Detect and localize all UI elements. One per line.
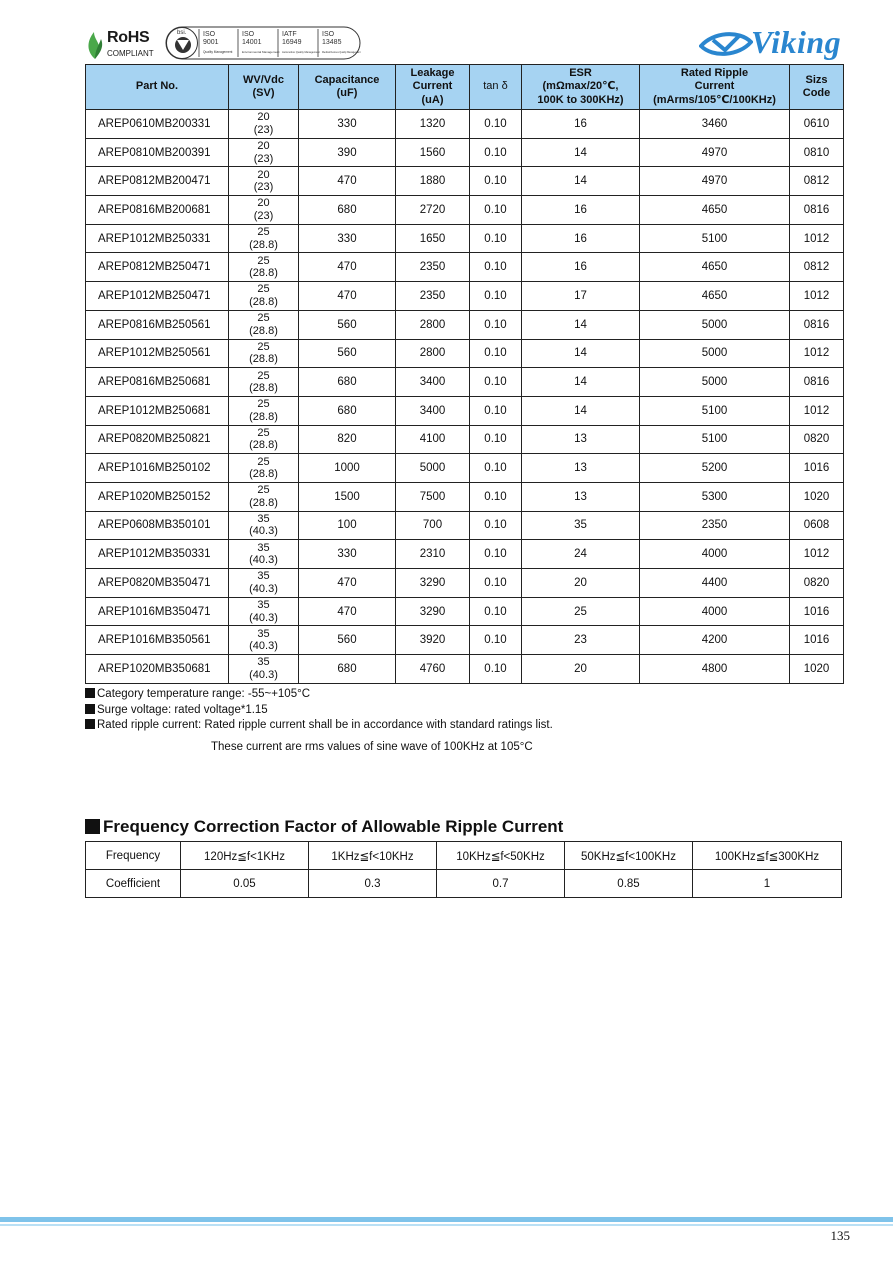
part-number-cell: AREP0812MB200471 [86, 167, 229, 196]
leakage-cell: 7500 [396, 482, 470, 511]
part-number-cell: AREP1020MB250152 [86, 482, 229, 511]
capacitance-cell: 330 [299, 224, 396, 253]
size-code-cell: 1012 [790, 282, 844, 311]
note-ripple-detail: These current are rms values of sine wave of 100KHz at 105°C [211, 740, 533, 753]
part-number-cell: AREP0816MB250561 [86, 310, 229, 339]
freq-range: 10KHz≦f<50KHz [437, 842, 565, 870]
esr-cell: 14 [522, 396, 640, 425]
tan-delta-cell: 0.10 [470, 482, 522, 511]
spec-table-body [86, 110, 844, 684]
part-number-cell: AREP0816MB200681 [86, 196, 229, 225]
freq-range: 100KHz≦f≦300KHz [693, 842, 842, 870]
rohs-title: RoHS [107, 29, 150, 46]
col-esr: ESR (mΩmax/20℃, 100K to 300KHz) [522, 65, 640, 110]
size-code-cell: 1020 [790, 482, 844, 511]
freq-label: Frequency [86, 842, 181, 870]
leakage-cell: 2720 [396, 196, 470, 225]
voltage-cell: 35 (40.3) [229, 597, 299, 626]
leakage-cell: 2350 [396, 253, 470, 282]
bullet-square-icon [85, 719, 95, 729]
table-header-row [86, 65, 844, 110]
table-row [86, 138, 844, 167]
cert-4-code: 13485 [322, 39, 342, 46]
ripple-current-cell: 5200 [640, 454, 790, 483]
leakage-cell: 2800 [396, 310, 470, 339]
ripple-current-cell: 4650 [640, 253, 790, 282]
table-row [86, 253, 844, 282]
cert-3-desc: Automotive Quality Management [282, 51, 320, 54]
part-number-cell: AREP1016MB350561 [86, 626, 229, 655]
capacitance-cell: 1000 [299, 454, 396, 483]
esr-cell: 17 [522, 282, 640, 311]
ripple-current-cell: 5000 [640, 368, 790, 397]
tan-delta-cell: 0.10 [470, 569, 522, 598]
capacitance-cell: 100 [299, 511, 396, 540]
notes [85, 687, 553, 755]
part-number-cell: AREP1020MB350681 [86, 655, 229, 684]
leakage-cell: 1880 [396, 167, 470, 196]
col-size: Sizs Code [790, 65, 844, 110]
part-number-cell: AREP1016MB350471 [86, 597, 229, 626]
leakage-cell: 4760 [396, 655, 470, 684]
voltage-cell: 25 (28.8) [229, 425, 299, 454]
bullet-square-icon [85, 819, 100, 834]
freq-table [85, 841, 842, 898]
leaf-icon [85, 30, 105, 60]
capacitance-cell: 470 [299, 569, 396, 598]
freq-range: 1KHz≦f<10KHz [309, 842, 437, 870]
size-code-cell: 0816 [790, 310, 844, 339]
esr-cell: 14 [522, 167, 640, 196]
voltage-cell: 25 (28.8) [229, 224, 299, 253]
table-row [86, 368, 844, 397]
capacitance-cell: 470 [299, 597, 396, 626]
table-row [86, 339, 844, 368]
tan-delta-cell: 0.10 [470, 454, 522, 483]
tan-delta-cell: 0.10 [470, 167, 522, 196]
esr-cell: 20 [522, 569, 640, 598]
freq-range: 50KHz≦f<100KHz [565, 842, 693, 870]
coefficient-value: 0.85 [565, 870, 693, 898]
capacitance-cell: 680 [299, 368, 396, 397]
tan-delta-cell: 0.10 [470, 196, 522, 225]
leakage-cell: 4100 [396, 425, 470, 454]
capacitance-cell: 1500 [299, 482, 396, 511]
table-row [86, 396, 844, 425]
cert-1-code: 9001 [203, 39, 219, 46]
cert-2-code: 14001 [242, 39, 262, 46]
capacitance-cell: 560 [299, 626, 396, 655]
esr-cell: 13 [522, 425, 640, 454]
note-ripple: Rated ripple current: Rated ripple current shall be in accordance with standard ratings list. [85, 718, 553, 734]
col-capacitance: Capacitance (uF) [299, 65, 396, 110]
tan-delta-cell: 0.10 [470, 597, 522, 626]
tan-delta-cell: 0.10 [470, 396, 522, 425]
part-number-cell: AREP1012MB250331 [86, 224, 229, 253]
part-number-cell: AREP0810MB200391 [86, 138, 229, 167]
esr-cell: 16 [522, 253, 640, 282]
table-row [86, 196, 844, 225]
ripple-current-cell: 5100 [640, 425, 790, 454]
brand-name: Viking [751, 24, 842, 60]
page-number: 135 [830, 1228, 850, 1243]
spec-table [85, 64, 844, 684]
ripple-current-cell: 4800 [640, 655, 790, 684]
part-number-cell: AREP0820MB350471 [86, 569, 229, 598]
size-code-cell: 0812 [790, 253, 844, 282]
coefficient-row [86, 870, 842, 898]
voltage-cell: 35 (40.3) [229, 655, 299, 684]
size-code-cell: 1012 [790, 396, 844, 425]
esr-cell: 23 [522, 626, 640, 655]
voltage-cell: 35 (40.3) [229, 540, 299, 569]
ripple-current-cell: 5100 [640, 224, 790, 253]
rohs-logo [85, 28, 160, 60]
esr-cell: 14 [522, 368, 640, 397]
tan-delta-cell: 0.10 [470, 253, 522, 282]
part-number-cell: AREP0610MB200331 [86, 110, 229, 139]
page-header [85, 24, 849, 64]
ripple-current-cell: 5000 [640, 310, 790, 339]
table-row [86, 597, 844, 626]
tan-delta-cell: 0.10 [470, 626, 522, 655]
leakage-cell: 1320 [396, 110, 470, 139]
tan-delta-cell: 0.10 [470, 110, 522, 139]
esr-cell: 24 [522, 540, 640, 569]
ripple-current-cell: 4400 [640, 569, 790, 598]
coefficient-value: 1 [693, 870, 842, 898]
col-leakage: Leakage Current (uA) [396, 65, 470, 110]
ripple-current-cell: 5000 [640, 339, 790, 368]
table-row [86, 454, 844, 483]
tan-delta-cell: 0.10 [470, 511, 522, 540]
cert-3-code: 16949 [282, 39, 302, 46]
part-number-cell: AREP1016MB250102 [86, 454, 229, 483]
leakage-cell: 2800 [396, 339, 470, 368]
tan-delta-cell: 0.10 [470, 655, 522, 684]
coefficient-value: 0.3 [309, 870, 437, 898]
tan-delta-cell: 0.10 [470, 310, 522, 339]
part-number-cell: AREP1012MB250471 [86, 282, 229, 311]
size-code-cell: 0816 [790, 196, 844, 225]
part-number-cell: AREP1012MB350331 [86, 540, 229, 569]
rohs-subtitle: COMPLIANT [107, 49, 154, 58]
cert-4-name: ISO [322, 31, 335, 38]
capacitance-cell: 470 [299, 282, 396, 311]
voltage-cell: 20 (23) [229, 196, 299, 225]
table-row [86, 224, 844, 253]
table-row [86, 282, 844, 311]
ripple-current-cell: 3460 [640, 110, 790, 139]
voltage-cell: 25 (28.8) [229, 310, 299, 339]
table-row [86, 110, 844, 139]
esr-cell: 20 [522, 655, 640, 684]
size-code-cell: 0820 [790, 425, 844, 454]
voltage-cell: 25 (28.8) [229, 482, 299, 511]
col-ripple: Rated Ripple Current (mArms/105℃/100KHz) [640, 65, 790, 110]
voltage-cell: 25 (28.8) [229, 396, 299, 425]
table-row [86, 655, 844, 684]
eye-icon [699, 30, 753, 58]
esr-cell: 16 [522, 196, 640, 225]
capacitance-cell: 470 [299, 253, 396, 282]
capacitance-cell: 680 [299, 196, 396, 225]
capacitance-cell: 330 [299, 540, 396, 569]
note-temp: Category temperature range: -55~+105°C [85, 687, 553, 703]
esr-cell: 14 [522, 138, 640, 167]
note-surge: Surge voltage: rated voltage*1.15 [85, 703, 553, 719]
viking-logo [699, 24, 849, 64]
cert-2-desc: Environmental Management [242, 50, 280, 54]
ripple-current-cell: 4000 [640, 540, 790, 569]
col-wv: WV/Vdc (SV) [229, 65, 299, 110]
voltage-cell: 20 (23) [229, 167, 299, 196]
leakage-cell: 3290 [396, 597, 470, 626]
footer-rule-thin [0, 1224, 893, 1226]
ripple-current-cell: 4650 [640, 196, 790, 225]
leakage-cell: 3400 [396, 396, 470, 425]
tan-delta-cell: 0.10 [470, 540, 522, 569]
ripple-current-cell: 4200 [640, 626, 790, 655]
capacitance-cell: 680 [299, 396, 396, 425]
leakage-cell: 1650 [396, 224, 470, 253]
capacitance-cell: 560 [299, 310, 396, 339]
size-code-cell: 0610 [790, 110, 844, 139]
size-code-cell: 1012 [790, 339, 844, 368]
table-row [86, 310, 844, 339]
leakage-cell: 1560 [396, 138, 470, 167]
bullet-square-icon [85, 704, 95, 714]
col-part-no: Part No. [86, 65, 229, 110]
esr-cell: 35 [522, 511, 640, 540]
esr-cell: 16 [522, 110, 640, 139]
coefficient-label: Coefficient [86, 870, 181, 898]
leakage-cell: 3400 [396, 368, 470, 397]
table-row [86, 540, 844, 569]
tan-delta-cell: 0.10 [470, 339, 522, 368]
ripple-current-cell: 4970 [640, 167, 790, 196]
part-number-cell: AREP0812MB250471 [86, 253, 229, 282]
cert-2-name: ISO [242, 31, 255, 38]
size-code-cell: 0812 [790, 167, 844, 196]
esr-cell: 25 [522, 597, 640, 626]
esr-cell: 13 [522, 454, 640, 483]
tan-delta-cell: 0.10 [470, 138, 522, 167]
voltage-cell: 35 (40.3) [229, 511, 299, 540]
voltage-cell: 25 (28.8) [229, 454, 299, 483]
esr-cell: 16 [522, 224, 640, 253]
table-row [86, 167, 844, 196]
ripple-current-cell: 2350 [640, 511, 790, 540]
size-code-cell: 0820 [790, 569, 844, 598]
ripple-current-cell: 4650 [640, 282, 790, 311]
ripple-current-cell: 5100 [640, 396, 790, 425]
voltage-cell: 25 (28.8) [229, 368, 299, 397]
esr-cell: 13 [522, 482, 640, 511]
leakage-cell: 2310 [396, 540, 470, 569]
ripple-current-cell: 5300 [640, 482, 790, 511]
col-tan: tan δ [470, 65, 522, 110]
freq-range: 120Hz≦f<1KHz [181, 842, 309, 870]
capacitance-cell: 390 [299, 138, 396, 167]
size-code-cell: 1016 [790, 597, 844, 626]
tan-delta-cell: 0.10 [470, 368, 522, 397]
table-row [86, 482, 844, 511]
table-row [86, 425, 844, 454]
ripple-current-cell: 4000 [640, 597, 790, 626]
footer-rule [0, 1217, 893, 1222]
leakage-cell: 700 [396, 511, 470, 540]
voltage-cell: 20 (23) [229, 138, 299, 167]
capacitance-cell: 680 [299, 655, 396, 684]
voltage-cell: 20 (23) [229, 110, 299, 139]
size-code-cell: 0608 [790, 511, 844, 540]
table-row [86, 626, 844, 655]
size-code-cell: 1016 [790, 626, 844, 655]
certification-badges [165, 26, 361, 60]
tan-delta-cell: 0.10 [470, 224, 522, 253]
size-code-cell: 1016 [790, 454, 844, 483]
capacitance-cell: 330 [299, 110, 396, 139]
part-number-cell: AREP1012MB250561 [86, 339, 229, 368]
tan-delta-cell: 0.10 [470, 282, 522, 311]
freq-section-title: Frequency Correction Factor of Allowable Ripple Current [85, 817, 563, 837]
leakage-cell: 3290 [396, 569, 470, 598]
part-number-cell: AREP0608MB350101 [86, 511, 229, 540]
bsi-label: bsi. [177, 30, 187, 36]
size-code-cell: 1012 [790, 540, 844, 569]
cert-4-desc: Medical Devices Quality Management [322, 52, 361, 54]
voltage-cell: 35 (40.3) [229, 569, 299, 598]
size-code-cell: 0810 [790, 138, 844, 167]
capacitance-cell: 560 [299, 339, 396, 368]
leakage-cell: 3920 [396, 626, 470, 655]
leakage-cell: 5000 [396, 454, 470, 483]
coefficient-value: 0.05 [181, 870, 309, 898]
capacitance-cell: 470 [299, 167, 396, 196]
voltage-cell: 25 (28.8) [229, 339, 299, 368]
cert-3-name: IATF [282, 31, 297, 38]
esr-cell: 14 [522, 310, 640, 339]
cert-1-name: ISO [203, 31, 216, 38]
part-number-cell: AREP1012MB250681 [86, 396, 229, 425]
freq-row [86, 842, 842, 870]
capacitance-cell: 820 [299, 425, 396, 454]
part-number-cell: AREP0816MB250681 [86, 368, 229, 397]
size-code-cell: 0816 [790, 368, 844, 397]
esr-cell: 14 [522, 339, 640, 368]
voltage-cell: 25 (28.8) [229, 282, 299, 311]
leakage-cell: 2350 [396, 282, 470, 311]
size-code-cell: 1020 [790, 655, 844, 684]
ripple-current-cell: 4970 [640, 138, 790, 167]
bullet-square-icon [85, 688, 95, 698]
voltage-cell: 35 (40.3) [229, 626, 299, 655]
tan-delta-cell: 0.10 [470, 425, 522, 454]
table-row [86, 511, 844, 540]
table-row [86, 569, 844, 598]
part-number-cell: AREP0820MB250821 [86, 425, 229, 454]
coefficient-value: 0.7 [437, 870, 565, 898]
size-code-cell: 1012 [790, 224, 844, 253]
cert-1-desc: Quality Management [203, 50, 233, 54]
voltage-cell: 25 (28.8) [229, 253, 299, 282]
